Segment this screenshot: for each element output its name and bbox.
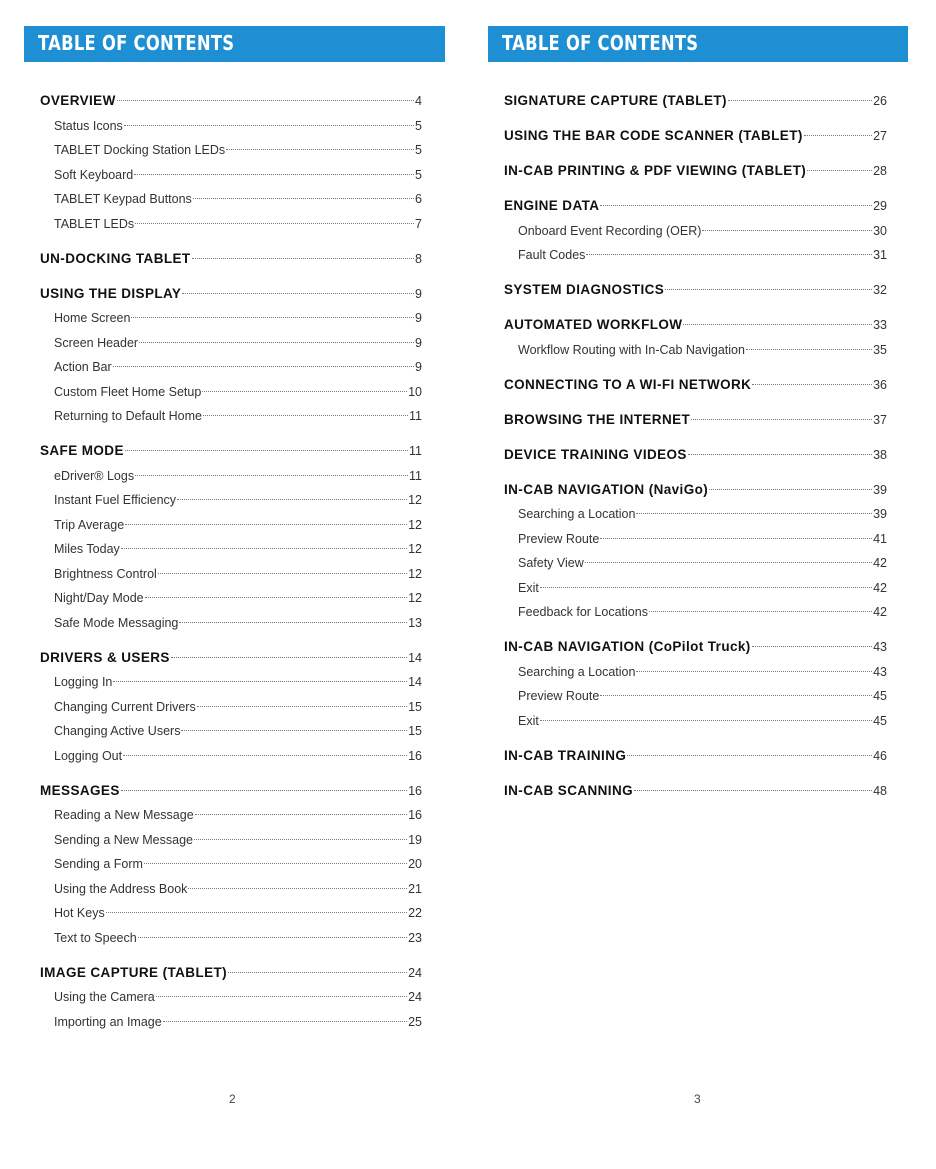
toc-entry-label: USING THE DISPLAY [40,285,182,301]
toc-entry-label: IMAGE CAPTURE (TABLET) [40,964,228,980]
toc-header-left [24,26,445,62]
toc-entry-label: SIGNATURE CAPTURE (TABLET) [504,93,727,108]
toc-entry-page: 35 [873,342,887,357]
toc-header-title: TABLE OF CONTENTS [502,31,699,55]
toc-subentry[interactable] [40,114,422,139]
toc-entry-page: 41 [873,531,887,546]
toc-subentry[interactable] [504,551,887,576]
toc-entry-page: 46 [873,748,887,763]
toc-subentry[interactable] [40,695,422,720]
toc-section-entry[interactable] [40,779,422,804]
dot-leader [131,317,414,318]
toc-entry-label: Miles Today [54,542,120,556]
toc-entry-page: 11 [409,409,422,423]
dot-leader [683,324,872,325]
toc-entry-label: SYSTEM DIAGNOSTICS [504,282,665,297]
dot-leader [688,454,872,455]
toc-subentry[interactable] [40,719,422,744]
toc-subentry[interactable] [504,527,887,552]
toc-entry-label: Fault Codes [518,248,586,262]
toc-entry-label: MESSAGES [40,782,120,798]
toc-section-entry[interactable] [504,278,887,303]
toc-list-left [40,89,422,1034]
toc-entry-label: CONNECTING TO A WI-FI NETWORK [504,376,752,392]
toc-subentry[interactable] [40,331,422,356]
dot-leader [171,657,407,658]
dot-leader [702,230,872,231]
toc-subentry[interactable] [40,138,422,163]
dot-leader [179,622,407,623]
toc-entry-page: 12 [408,493,422,507]
toc-entry-label: IN-CAB TRAINING [504,747,627,763]
toc-entry-label: Changing Active Users [54,724,181,738]
toc-entry-label: Exit [518,713,539,728]
toc-entry-page: 11 [409,444,422,458]
dot-leader [139,342,414,343]
dot-leader [600,538,872,539]
dot-leader [113,681,407,682]
dot-leader [634,790,872,791]
page-number: 2 [229,1092,236,1106]
toc-entry-page: 10 [408,384,422,399]
toc-entry-label: Workflow Routing with In-Cab Navigation [518,342,745,357]
toc-subentry[interactable] [40,464,422,489]
toc-entry-page: 45 [873,689,887,703]
dot-leader [181,730,407,731]
section-gap [504,362,887,373]
toc-subentry[interactable] [40,163,422,188]
toc-entry-page: 4 [415,94,422,108]
toc-entry-label: Action Bar [54,360,112,374]
section-gap [40,768,422,779]
toc-entry-page: 9 [415,286,422,301]
toc-entry-page: 30 [873,223,887,238]
toc-section-entry[interactable] [504,478,887,503]
toc-entry-label: Preview Route [518,689,600,703]
toc-subentry[interactable] [40,1010,422,1035]
toc-subentry[interactable] [40,380,422,405]
toc-subentry[interactable] [504,576,887,601]
dot-leader [188,888,407,889]
toc-header-title: TABLE OF CONTENTS [38,31,235,55]
toc-section-entry[interactable] [40,89,422,114]
toc-entry-label: Onboard Event Recording (OER) [518,223,702,238]
toc-entry-page: 9 [415,311,422,325]
toc-entry-page: 23 [408,930,422,945]
dot-leader [728,100,872,101]
section-gap [40,635,422,646]
toc-subentry[interactable] [40,803,422,828]
toc-subentry[interactable] [40,488,422,513]
section-gap [40,271,422,282]
dot-leader [540,587,872,588]
toc-entry-label: Reading a New Message [54,808,194,822]
section-gap [504,149,887,160]
dot-leader [649,611,872,612]
dot-leader [125,450,408,451]
section-gap [504,768,887,779]
toc-section-entry[interactable] [504,194,887,219]
toc-entry-page: 12 [408,566,422,581]
toc-entry-label: Hot Keys [54,906,105,920]
toc-entry-label: Using the Address Book [54,881,188,896]
toc-entry-label: Importing an Image [54,1014,162,1029]
toc-subentry[interactable] [504,600,887,625]
dot-leader [163,1021,407,1022]
dot-leader [804,135,872,136]
dot-leader [135,475,408,476]
toc-section-entry[interactable] [40,247,422,272]
section-gap [504,733,887,744]
section-gap [40,950,422,961]
toc-entry-label: ENGINE DATA [504,198,600,213]
toc-entry-page: 36 [873,377,887,392]
right-page [488,0,908,1169]
toc-section-entry[interactable] [504,635,887,660]
dot-leader [665,289,872,290]
dot-leader [585,562,872,563]
toc-subentry[interactable] [40,306,422,331]
toc-entry-page: 12 [408,542,422,556]
section-gap [40,236,422,247]
toc-entry-page: 8 [415,251,422,266]
section-gap [504,397,887,408]
section-gap [504,432,887,443]
toc-entry-page: 28 [873,164,887,178]
toc-entry-page: 37 [873,412,887,427]
toc-entry-label: Returning to Default Home [54,409,202,423]
toc-subentry[interactable] [504,709,887,734]
dot-leader [158,573,407,574]
toc-subentry[interactable] [504,219,887,244]
toc-entry-label: SAFE MODE [40,443,124,458]
toc-subentry[interactable] [40,926,422,951]
toc-entry-label: IN-CAB PRINTING & PDF VIEWING (TABLET) [504,163,807,178]
dot-leader [121,790,407,791]
toc-entry-label: Safe Mode Messaging [54,615,179,630]
toc-entry-label: Sending a Form [54,857,143,871]
toc-entry-page: 11 [409,468,422,483]
toc-entry-label: Logging Out [54,748,123,763]
dot-leader [807,170,872,171]
toc-entry-label: IN-CAB NAVIGATION (NaviGo) [504,481,709,497]
toc-entry-label: Home Screen [54,311,131,325]
toc-entry-label: TABLET Keypad Buttons [54,192,192,206]
toc-entry-label: Custom Fleet Home Setup [54,384,202,399]
toc-entry-page: 14 [408,675,422,689]
dot-leader [121,548,407,549]
toc-subentry[interactable] [504,338,887,363]
toc-section-entry[interactable] [504,408,887,433]
dot-leader [113,366,414,367]
dot-leader [125,524,407,525]
section-gap [40,429,422,440]
toc-entry-page: 24 [408,965,422,980]
toc-entry-page: 6 [415,192,422,206]
toc-entry-label: Safety View [518,556,584,570]
toc-subentry[interactable] [504,243,887,268]
toc-entry-page: 16 [408,783,422,798]
dot-leader [193,198,414,199]
toc-entry-label: DEVICE TRAINING VIDEOS [504,446,687,462]
toc-entry-label: BROWSING THE INTERNET [504,411,691,427]
toc-subentry[interactable] [504,502,887,527]
toc-entry-label: TABLET Docking Station LEDs [54,143,226,157]
toc-entry-label: Screen Header [54,335,139,350]
toc-entry-page: 27 [873,129,887,143]
toc-entry-page: 48 [873,783,887,798]
toc-entry-page: 5 [415,118,422,133]
toc-subentry[interactable] [40,404,422,429]
dot-leader [226,149,414,150]
toc-entry-page: 9 [415,360,422,374]
dot-leader [627,755,872,756]
toc-subentry[interactable] [40,212,422,237]
dot-leader [202,391,407,392]
toc-subentry[interactable] [40,877,422,902]
dot-leader [123,755,407,756]
section-gap [504,625,887,636]
toc-entry-page: 13 [408,615,422,630]
toc-entry-label: Feedback for Locations [518,605,648,619]
dot-leader [752,646,872,647]
dot-leader [636,513,872,514]
toc-entry-page: 43 [873,664,887,679]
dot-leader [746,349,872,350]
toc-entry-label: AUTOMATED WORKFLOW [504,317,683,332]
toc-section-entry[interactable] [504,779,887,804]
toc-entry-page: 25 [408,1014,422,1029]
toc-entry-page: 20 [408,857,422,871]
toc-entry-label: Logging In [54,675,113,689]
toc-section-entry[interactable] [504,373,887,398]
dot-leader [691,419,872,420]
toc-entry-page: 12 [408,591,422,605]
toc-entry-page: 7 [415,216,422,231]
toc-entry-page: 15 [408,724,422,738]
dot-leader [636,671,872,672]
toc-subentry[interactable] [40,586,422,611]
toc-entry-page: 9 [415,335,422,350]
toc-entry-label: Instant Fuel Efficiency [54,493,177,507]
left-page [24,0,445,1169]
toc-entry-page: 31 [873,248,887,262]
toc-section-entry[interactable] [504,744,887,769]
toc-entry-label: Brightness Control [54,566,157,581]
toc-subentry[interactable] [40,537,422,562]
toc-subentry[interactable] [40,744,422,769]
toc-section-entry[interactable] [504,89,887,114]
toc-entry-page: 15 [408,699,422,714]
toc-entry-page: 5 [415,167,422,182]
dot-leader [106,912,407,913]
toc-entry-page: 32 [873,283,887,297]
dot-leader [138,937,407,938]
dot-leader [144,863,407,864]
toc-entry-page: 29 [873,199,887,213]
toc-section-entry[interactable] [40,646,422,671]
toc-section-entry[interactable] [504,159,887,184]
toc-entry-label: IN-CAB NAVIGATION (CoPilot Truck) [504,639,751,654]
toc-entry-page: 42 [873,556,887,570]
toc-section-entry[interactable] [504,443,887,468]
toc-entry-label: Sending a New Message [54,832,193,847]
toc-entry-page: 33 [873,318,887,332]
dot-leader [228,972,407,973]
dot-leader [194,839,407,840]
toc-section-entry[interactable] [40,439,422,464]
toc-subentry[interactable] [504,684,887,709]
toc-entry-label: Preview Route [518,531,600,546]
toc-entry-label: Status Icons [54,118,123,133]
dot-leader [135,223,414,224]
dot-leader [752,384,872,385]
toc-entry-label: Text to Speech [54,930,137,945]
toc-entry-label: UN-DOCKING TABLET [40,250,191,266]
dot-leader [182,293,414,294]
section-gap [504,184,887,195]
toc-subentry[interactable] [40,985,422,1010]
dot-leader [709,489,872,490]
toc-section-entry[interactable] [504,313,887,338]
page-number: 3 [694,1092,701,1106]
toc-entry-page: 43 [873,640,887,654]
toc-subentry[interactable] [40,187,422,212]
toc-entry-page: 39 [873,507,887,521]
toc-entry-label: Changing Current Drivers [54,699,196,714]
dot-leader [117,100,414,101]
toc-entry-page: 19 [408,832,422,847]
toc-entry-label: Using the Camera [54,990,155,1004]
toc-entry-page: 16 [408,748,422,763]
dot-leader [586,254,872,255]
toc-entry-label: Soft Keyboard [54,167,134,182]
toc-subentry[interactable] [40,670,422,695]
toc-subentry[interactable] [40,513,422,538]
toc-section-entry[interactable] [40,282,422,307]
toc-subentry[interactable] [504,660,887,685]
toc-entry-page: 5 [415,143,422,157]
dot-leader [124,125,414,126]
toc-entry-page: 16 [408,808,422,822]
dot-leader [195,814,407,815]
toc-entry-page: 24 [408,990,422,1004]
toc-entry-label: OVERVIEW [40,93,116,108]
toc-entry-page: 22 [408,906,422,920]
toc-entry-label: IN-CAB SCANNING [504,782,633,798]
dot-leader [134,174,414,175]
toc-subentry[interactable] [40,355,422,380]
dot-leader [145,597,407,598]
section-gap [504,268,887,279]
toc-entry-page: 42 [873,580,887,595]
toc-entry-label: Exit [518,580,539,595]
toc-entry-label: Searching a Location [518,507,636,521]
section-gap [504,114,887,125]
dot-leader [156,996,407,997]
toc-list-right [504,89,887,803]
dot-leader [192,258,415,259]
toc-entry-page: 38 [873,447,887,462]
toc-entry-page: 12 [408,517,422,532]
toc-entry-page: 42 [873,605,887,619]
toc-subentry[interactable] [40,828,422,853]
toc-entry-label: Searching a Location [518,664,636,679]
dot-leader [600,695,872,696]
toc-entry-page: 21 [408,881,422,896]
toc-entry-page: 45 [873,713,887,728]
dot-leader [177,499,407,500]
dot-leader [600,205,872,206]
section-gap [504,467,887,478]
toc-header-right [488,26,908,62]
toc-section-entry[interactable] [40,961,422,986]
toc-subentry[interactable] [40,611,422,636]
section-gap [504,303,887,314]
toc-subentry[interactable] [40,852,422,877]
toc-entry-page: 14 [408,650,422,665]
toc-entry-page: 26 [873,94,887,108]
toc-subentry[interactable] [40,562,422,587]
toc-entry-page: 39 [873,482,887,497]
dot-leader [203,415,408,416]
dot-leader [197,706,407,707]
toc-entry-label: eDriver® Logs [54,468,135,483]
dot-leader [540,720,872,721]
toc-entry-label: TABLET LEDs [54,216,135,231]
toc-entry-label: Trip Average [54,517,125,532]
toc-entry-label: DRIVERS & USERS [40,649,170,665]
toc-entry-label: Night/Day Mode [54,591,144,605]
toc-entry-label: USING THE BAR CODE SCANNER (TABLET) [504,128,803,143]
toc-section-entry[interactable] [504,124,887,149]
toc-subentry[interactable] [40,901,422,926]
